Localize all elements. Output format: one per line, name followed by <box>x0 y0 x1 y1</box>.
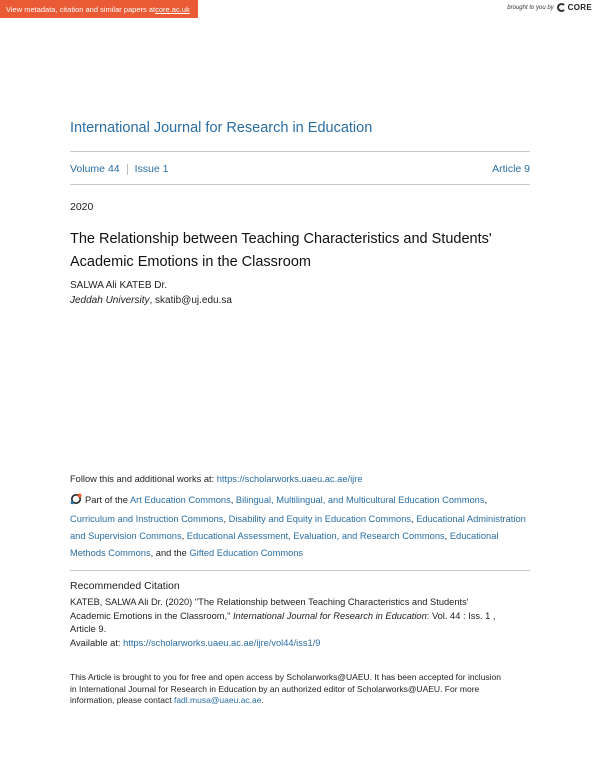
comma-sep: , <box>223 514 229 524</box>
commons-link-disability[interactable]: Disability and Equity in Education Commons <box>228 514 412 524</box>
comma-sep: , <box>230 495 236 505</box>
citation-available <box>70 637 530 651</box>
citation-volume: : Vol. 44 : Iss. 1 , <box>426 610 496 621</box>
network-commons-icon <box>70 493 82 511</box>
citation-line-1: KATEB, SALWA Ali Dr. (2020) "The Relationship between Teaching Characteristics and Students' <box>70 597 469 607</box>
citation-title-part: Academic Emotions in the Classroom," <box>70 610 233 621</box>
brought-by-text: brought to you by <box>507 4 554 11</box>
commons-link-educational-administration[interactable]: Educational Administration and Supervision Commons <box>70 514 526 541</box>
core-logo-icon <box>557 3 566 12</box>
issue-link[interactable]: Issue 1 <box>134 163 169 175</box>
commons-link-educational-assessment[interactable]: Educational Assessment, Evaluation, and Research Commons <box>186 531 445 541</box>
citation-url-link[interactable]: https://scholarworks.uaeu.ac.ae/ijre/vol44/iss1/9 <box>123 637 321 648</box>
citation-text <box>70 596 530 650</box>
core-metadata-link[interactable] <box>0 0 198 18</box>
comma-sep: , <box>444 531 450 541</box>
comma-sep: , <box>411 514 417 524</box>
and-the-sep: , and the <box>150 548 190 558</box>
notice-contact-text: information, please contact <box>70 695 174 705</box>
core-banner <box>0 0 600 18</box>
divider-bottom <box>70 184 530 185</box>
commons-link-gifted-education[interactable]: Gifted Education Commons <box>189 548 304 558</box>
part-of-commons <box>70 492 530 562</box>
recommended-citation-heading: Recommended Citation <box>70 580 180 592</box>
author-email: , skatib@uj.edu.sa <box>149 295 232 306</box>
comma-sep: , <box>484 495 488 505</box>
journal-title[interactable]: International Journal for Research in Education <box>70 120 373 136</box>
citation-line-2 <box>70 610 530 624</box>
title-line-1: The Relationship between Teaching Characteristics and Students' <box>70 231 492 247</box>
commons-link-curriculum[interactable]: Curriculum and Instruction Commons <box>70 514 224 524</box>
part-of-prefix: Part of the <box>85 495 130 505</box>
author-institution: Jeddah University <box>70 295 150 306</box>
notice-period: . <box>261 695 264 705</box>
contact-email-link[interactable]: fadl.musa@uaeu.ac.ae <box>173 695 262 705</box>
citation-line-3: Article 9. <box>70 624 107 634</box>
view-metadata-text: View metadata, citation and similar papers at <box>6 4 156 14</box>
divider-top <box>70 151 530 152</box>
separator <box>127 164 128 175</box>
commons-link-art-education[interactable]: Art Education Commons <box>129 495 231 505</box>
author-affiliation <box>70 295 530 306</box>
follow-prefix: Follow this and additional works at: <box>70 474 217 484</box>
title-line-2: Academic Emotions in the Classroom <box>70 254 311 270</box>
access-notice <box>70 672 530 707</box>
divider-citation <box>70 570 530 571</box>
brought-by-core <box>507 3 592 12</box>
notice-line-3 <box>70 695 530 707</box>
notice-line-2: in International Journal for Research in Education by an authorized editor of Scholarworks@UAEU. For more <box>70 683 480 694</box>
core-logo-word: CORE <box>567 3 592 12</box>
commons-link-bilingual[interactable]: Bilingual, Multilingual, and Multicultural Education Commons <box>235 495 485 505</box>
article-link[interactable]: Article 9 <box>492 163 530 175</box>
core-ac-uk-link[interactable]: core.ac.uk <box>155 4 190 14</box>
core-logo[interactable] <box>557 3 592 12</box>
volume-link[interactable]: Volume 44 <box>70 163 120 175</box>
notice-line-1: This Article is brought to you for free and open access by Scholarworks@UAEU. It has been accepted for inclusion <box>70 672 502 682</box>
author-name: SALWA Ali KATEB Dr. <box>70 280 168 291</box>
available-at-label: Available at: <box>70 637 124 648</box>
follow-url-link[interactable]: https://scholarworks.uaeu.ac.ae/ijre <box>216 474 363 484</box>
issue-row <box>70 163 530 175</box>
publication-year: 2020 <box>70 201 94 213</box>
follow-line <box>70 474 530 484</box>
article-title <box>70 228 530 274</box>
commons-link-educational-methods[interactable]: Educational Methods Commons <box>70 531 499 558</box>
comma-sep: , <box>181 531 187 541</box>
citation-journal: International Journal for Research in Education <box>232 610 427 621</box>
